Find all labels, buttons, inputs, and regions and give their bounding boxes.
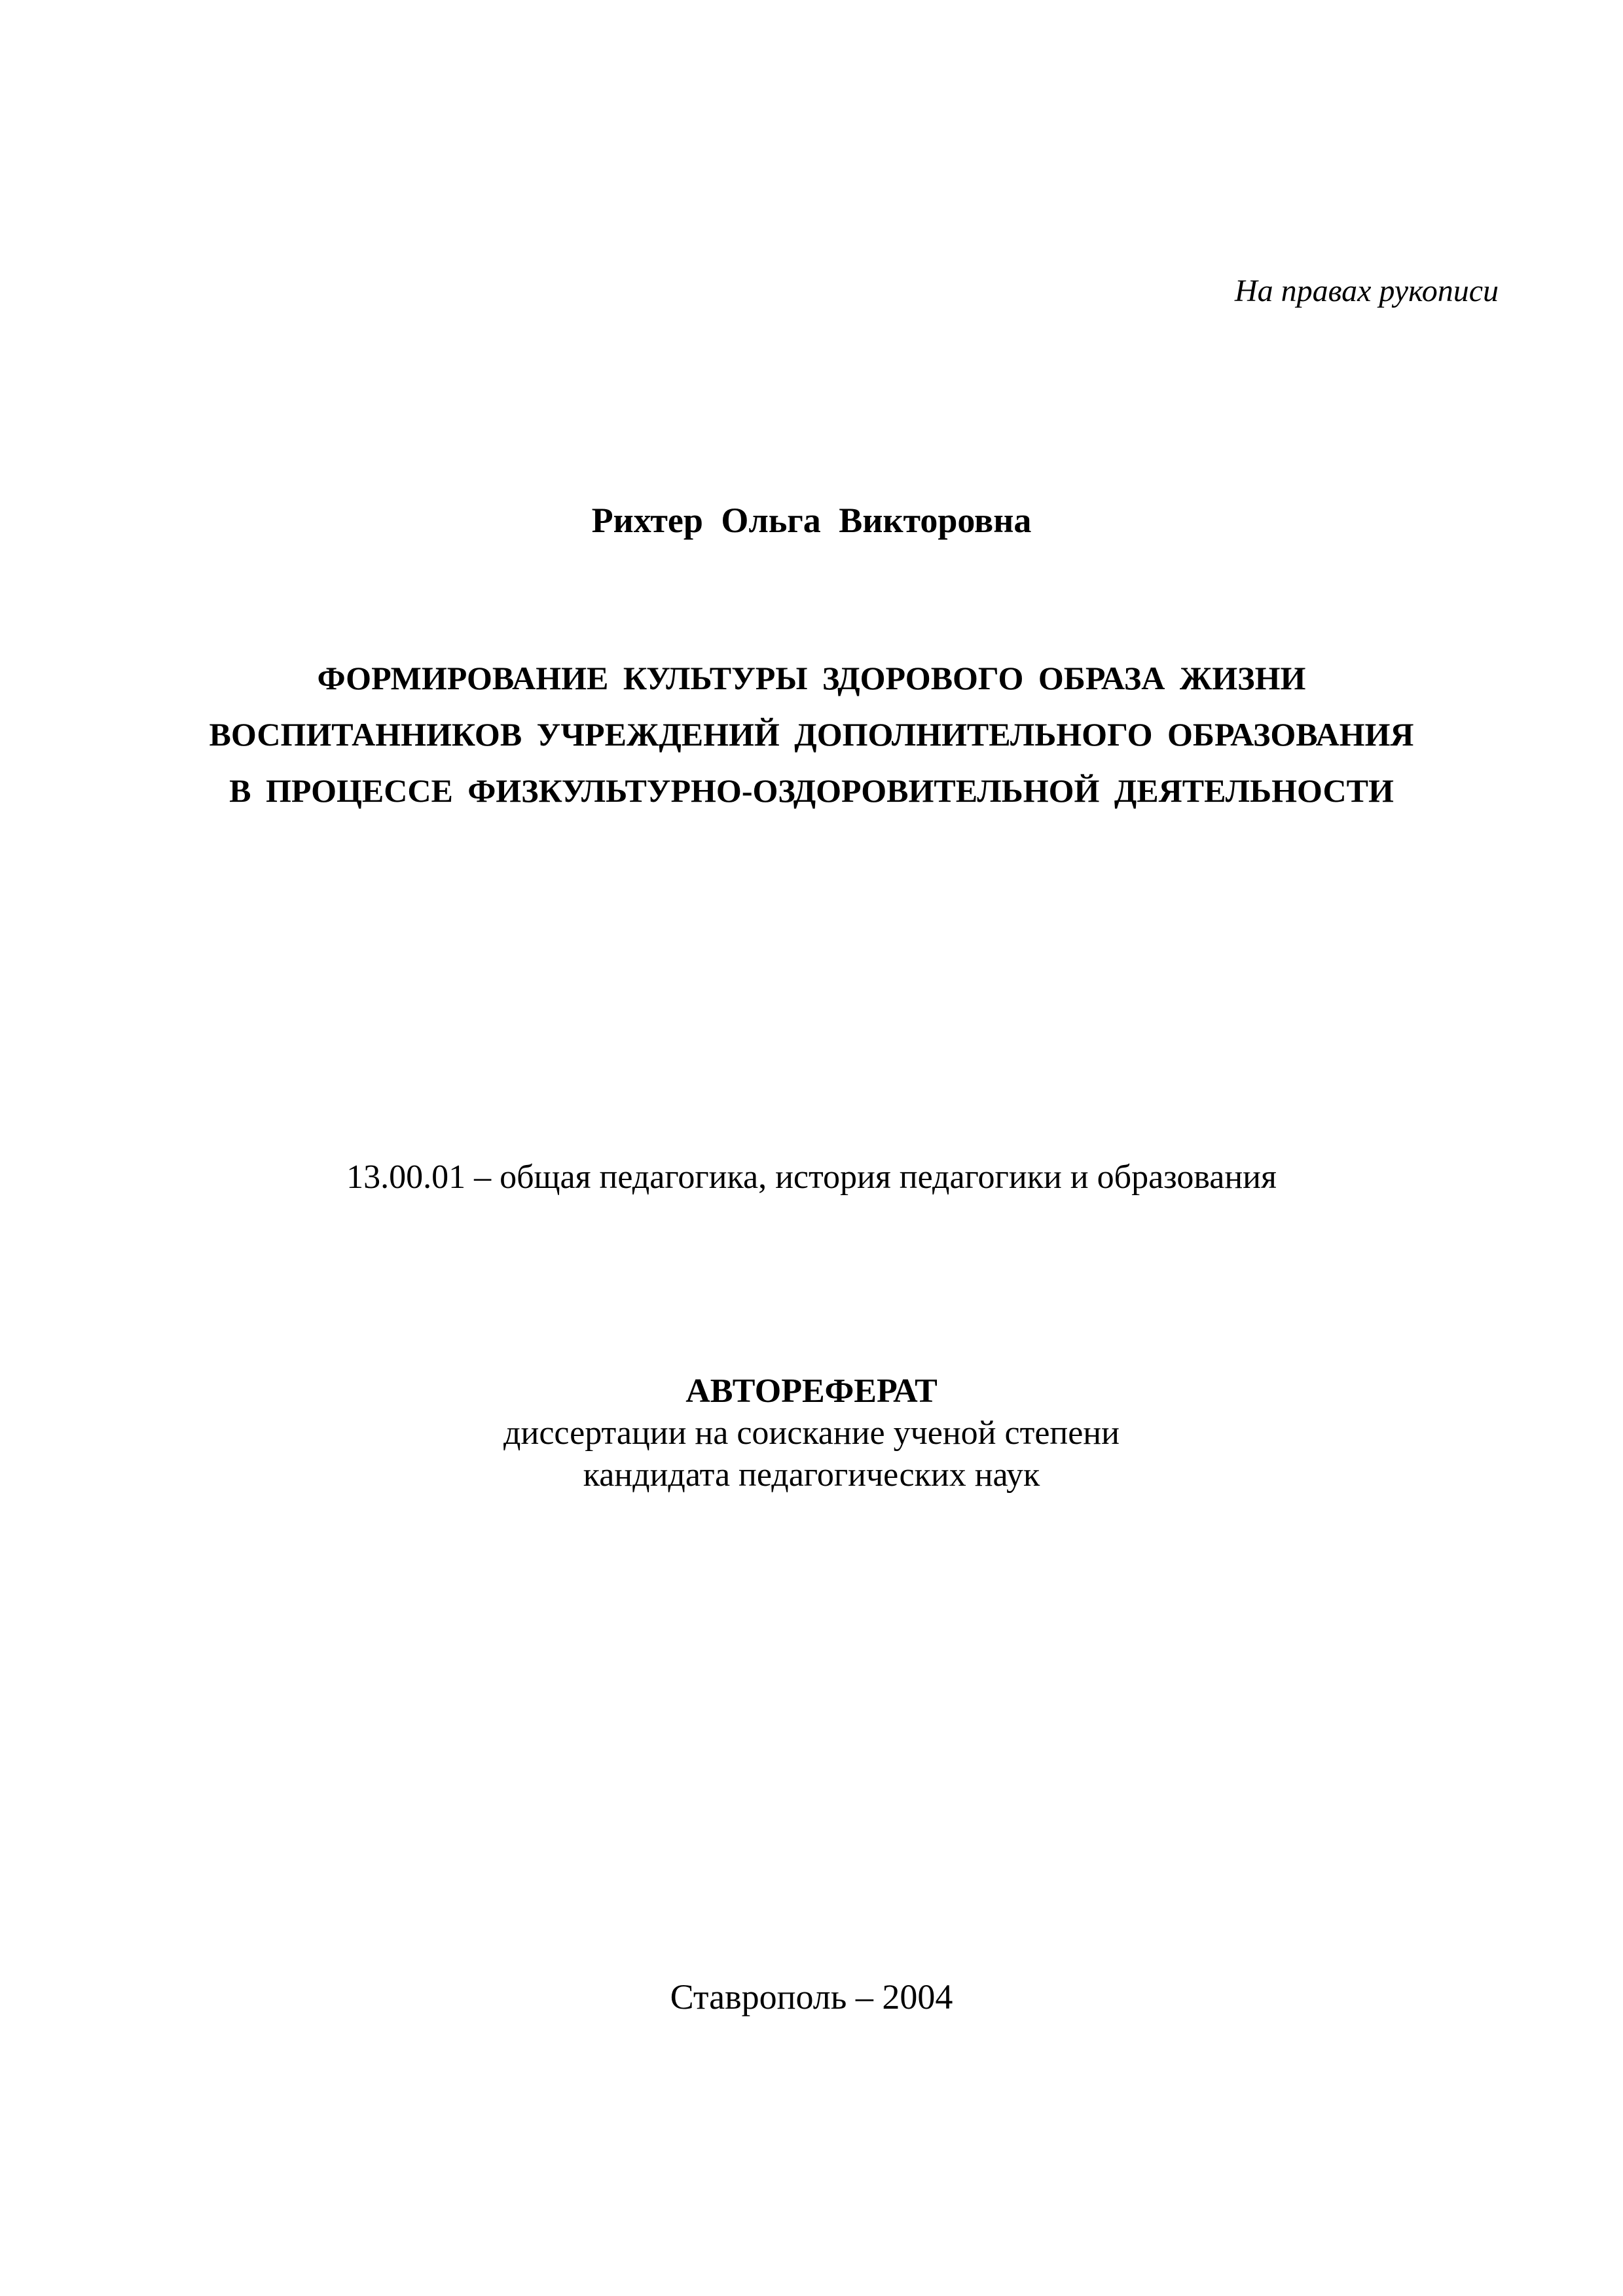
abstract-line: диссертации на соискание ученой степени: [503, 1414, 1120, 1452]
dissertation-title: [0, 650, 1623, 819]
abstract-heading: АВТОРЕФЕРАТ: [685, 1372, 938, 1410]
title-line: ВОСПИТАННИКОВ УЧРЕЖДЕНИЙ ДОПОЛНИТЕЛЬНОГО ОБРАЗОВАНИЯ: [209, 716, 1414, 753]
title-line: ФОРМИРОВАНИЕ КУЛЬТУРЫ ЗДОРОВОГО ОБРАЗА ЖИЗНИ: [317, 660, 1306, 696]
specialty-code: 13.00.01 – общая педагогика, история педагогики и образования: [346, 1158, 1277, 1196]
abstract-line: кандидата педагогических наук: [583, 1456, 1040, 1494]
title-line: В ПРОЦЕССЕ ФИЗКУЛЬТУРНО-ОЗДОРОВИТЕЛЬНОЙ ДЕЯТЕЛЬНОСТИ: [229, 772, 1394, 809]
city-year: Ставрополь – 2004: [670, 1977, 953, 2017]
abstract-block: [0, 1371, 1623, 1496]
manuscript-note: На правах рукописи: [1234, 274, 1499, 308]
author-name: Рихтер Ольга Викторовна: [591, 501, 1032, 540]
